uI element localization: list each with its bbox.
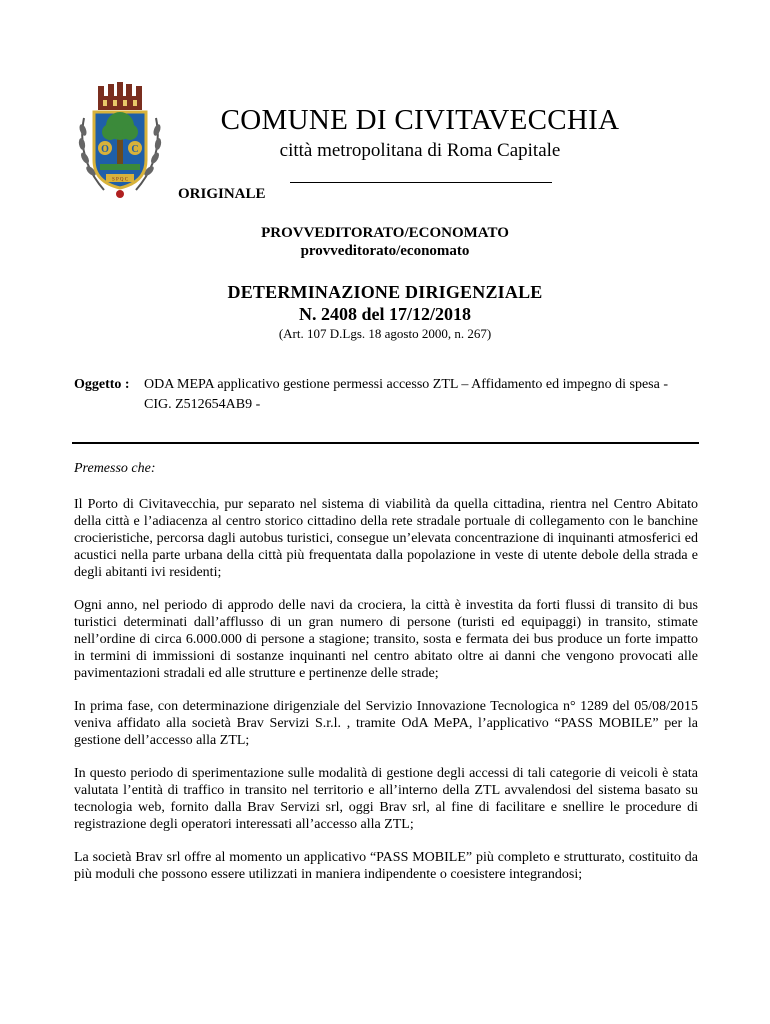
subject-text: ODA MEPA applicativo gestione permessi accesso ZTL – Affidamento ed impegno di spesa - CIG. Z512654AB9 -	[144, 377, 668, 412]
document-body	[74, 496, 698, 899]
intro-heading: Premesso che:	[74, 461, 156, 476]
body-paragraph: Ogni anno, nel periodo di approdo delle navi da crociera, la città è investita da forti flussi di transito di bus turistici determinati dall’afflusso di un gran numero di persone (turisti ed equipaggi) in transito, stimate nell’ordine di circa 6.000.000 di persone a stagione; transito, sosta e fermata dei bus produce un forte impatto in termini di immissioni di sostanze inquinanti nel centro abitato oltre ai danni che vengono provocati alle pavimentazioni stradali ed alle strutture e pertinenze delle strade;	[74, 598, 698, 681]
original-label: ORIGINALE	[178, 186, 266, 202]
subtitle-rule	[290, 182, 552, 183]
municipality-title: COMUNE DI CIVITAVECCHIA	[220, 104, 620, 136]
determination-number: N. 2408 del 17/12/2018	[298, 304, 471, 324]
department-name-upper: PROVVEDITORATO/ECONOMATO	[261, 225, 509, 241]
section-divider	[72, 442, 699, 444]
body-paragraph: La società Brav srl offre al momento un applicativo “PASS MOBILE” più completo e strutturato, costituito da più moduli che possono essere utilizzati in maniera indipendente o coesistere integrandosi;	[74, 850, 698, 882]
body-paragraph: Il Porto di Civitavecchia, pur separato nel sistema di viabilità da quella cittadina, rientra nel Centro Abitato della città e l’adiacenza al centro storico cittadino della rete stradale portuale di collegamento con le banchine crocieristiche, percorsa dagli autobus turistici, consegue un’elevata concentrazione di inquinanti atmosferici ed acustici nella parte urbana della città più frequentata dalla popolazione in veste di utente debole della strada e degli abitanti ivi residenti;	[74, 497, 698, 580]
determination-legal-reference: (Art. 107 D.Lgs. 18 agosto 2000, n. 267)	[278, 326, 492, 341]
determination-title: DETERMINAZIONE DIRIGENZIALE	[227, 282, 543, 302]
body-paragraph: In questo periodo di sperimentazione sulle modalità di gestione degli accessi di tali categorie di veicoli è stata valutata l’entità di traffico in transito nel territorio e all’interno della ZTL avvalendosi del sistema basato su tecnologia web, fornito dalla Brav Servizi srl, oggi Brav srl, al fine di facilitare e snellire le procedure di registrazione degli operatori interessati all’accesso alla ZTL;	[74, 766, 698, 832]
department-name-lower: provveditorato/economato	[300, 243, 470, 259]
municipality-subtitle: città metropolitana di Roma Capitale	[279, 140, 561, 161]
svg-text:C: C	[131, 144, 139, 155]
svg-text:O: O	[101, 144, 109, 155]
subject-label: Oggetto :	[74, 377, 130, 392]
body-paragraph: In prima fase, con determinazione dirigenziale del Servizio Innovazione Tecnologica n° 1289 del 05/08/2015 veniva affidato alla società Brav Servizi S.r.l. , tramite OdA MePA, l’applicativo “PASS MOBILE” per la gestione dell’accesso alla ZTL;	[74, 699, 698, 748]
svg-text:S P Q C: S P Q C	[111, 177, 129, 183]
